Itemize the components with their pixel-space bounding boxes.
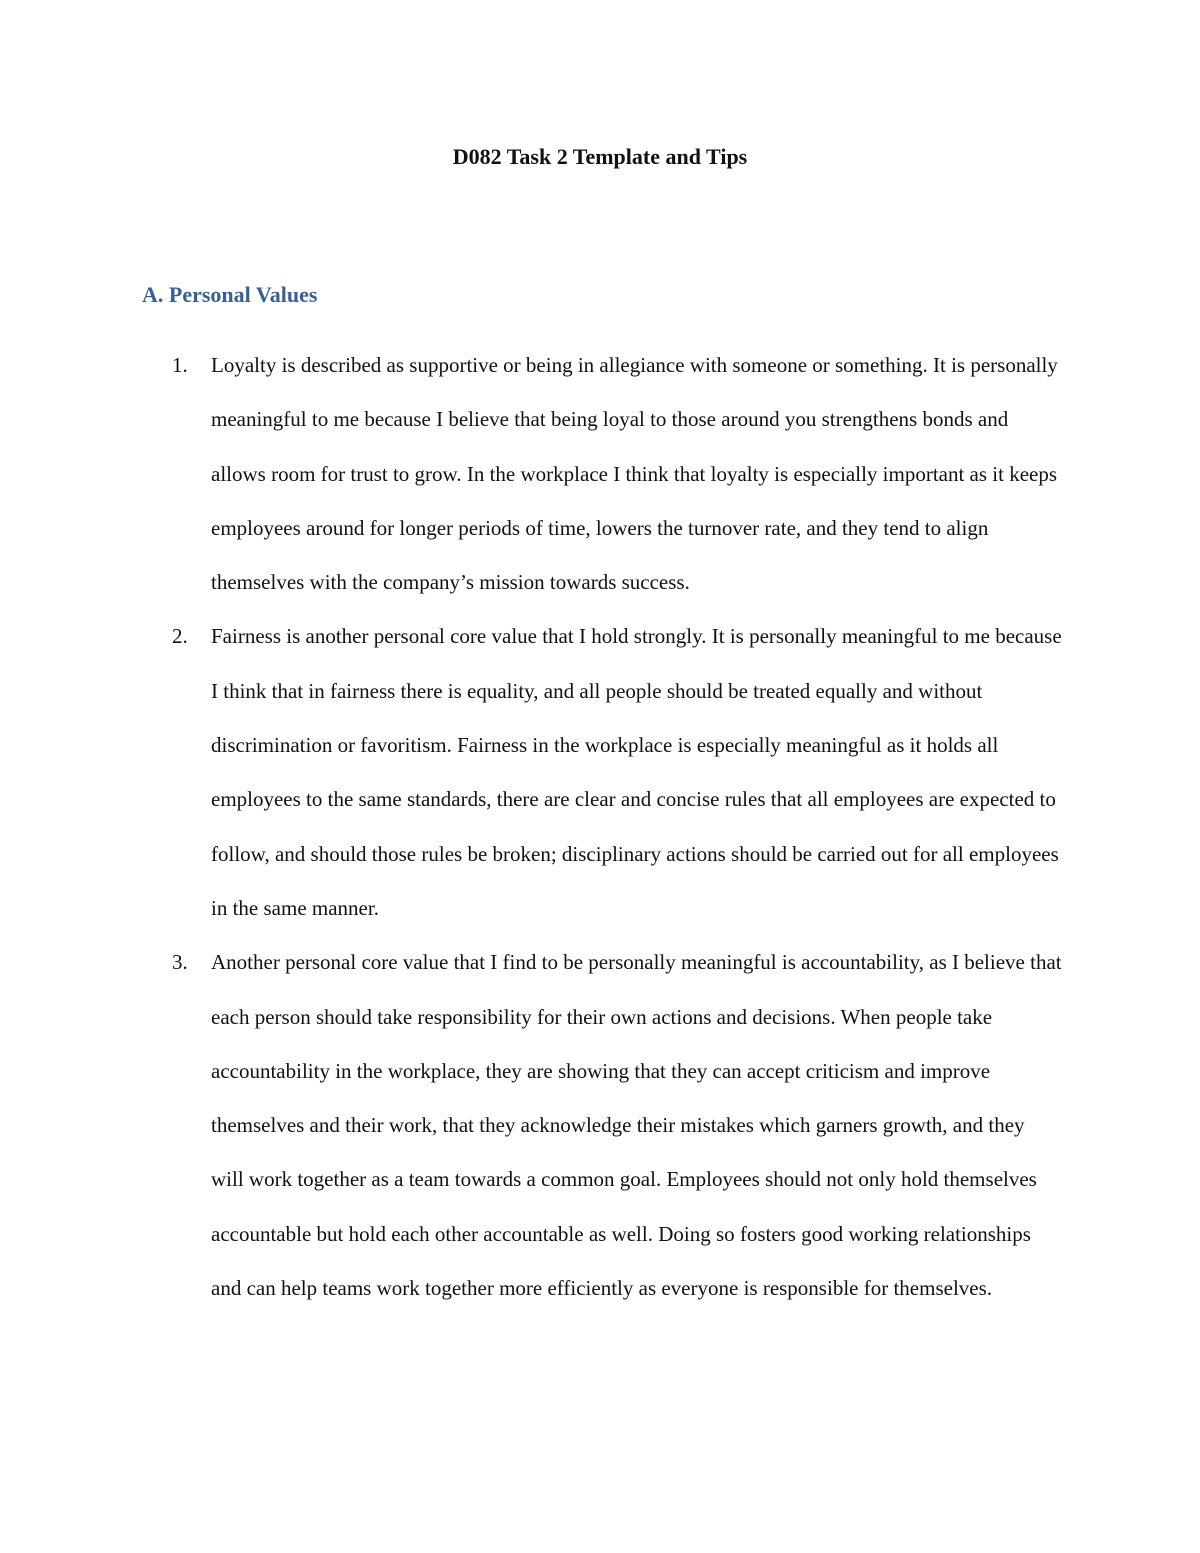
- list-item: [0, 338, 1200, 609]
- list-item-text: Another personal core value that I find to be personally meaningful is accountability, as I believe that each person should take responsibility for their own actions and decisions. When people take accountability in the workplace, they are showing that they can accept criticism and improve themselves and their work, that they acknowledge their mistakes which garners growth, and they will work together as a team towards a common goal. Employees should not only hold themselves accountable but hold each other accountable as well. Doing so fosters good working relationships and can help teams work together more efficiently as everyone is responsible for themselves.: [211, 950, 1062, 1301]
- list-item-number: 2.: [172, 624, 188, 649]
- section-heading-personal-values: A. Personal Values: [142, 282, 318, 307]
- list-item: [0, 935, 1200, 1315]
- personal-values-list: [0, 338, 1200, 1315]
- list-item-number: 3.: [172, 950, 188, 975]
- list-item-text: Loyalty is described as supportive or being in allegiance with someone or something. It is personally meaningful to me because I believe that being loyal to those around you strengthens bonds and allows room for trust to grow. In the workplace I think that loyalty is especially important as it keeps employees around for longer periods of time, lowers the turnover rate, and they tend to align themselves with the company’s mission towards success.: [211, 353, 1058, 595]
- list-item-number: 1.: [172, 353, 188, 377]
- list-item-text: Fairness is another personal core value that I hold strongly. It is personally meaningful to me because I think that in fairness there is equality, and all people should be treated equally and without discrimination or favoritism. Fairness in the workplace is especially meaningful as it holds all employees to the same standards, there are clear and concise rules that all employees are expected to follow, and should those rules be broken; disciplinary actions should be carried out for all employees in the same manner.: [211, 624, 1062, 920]
- document-title: D082 Task 2 Template and Tips: [452, 144, 748, 169]
- list-item: [0, 609, 1200, 935]
